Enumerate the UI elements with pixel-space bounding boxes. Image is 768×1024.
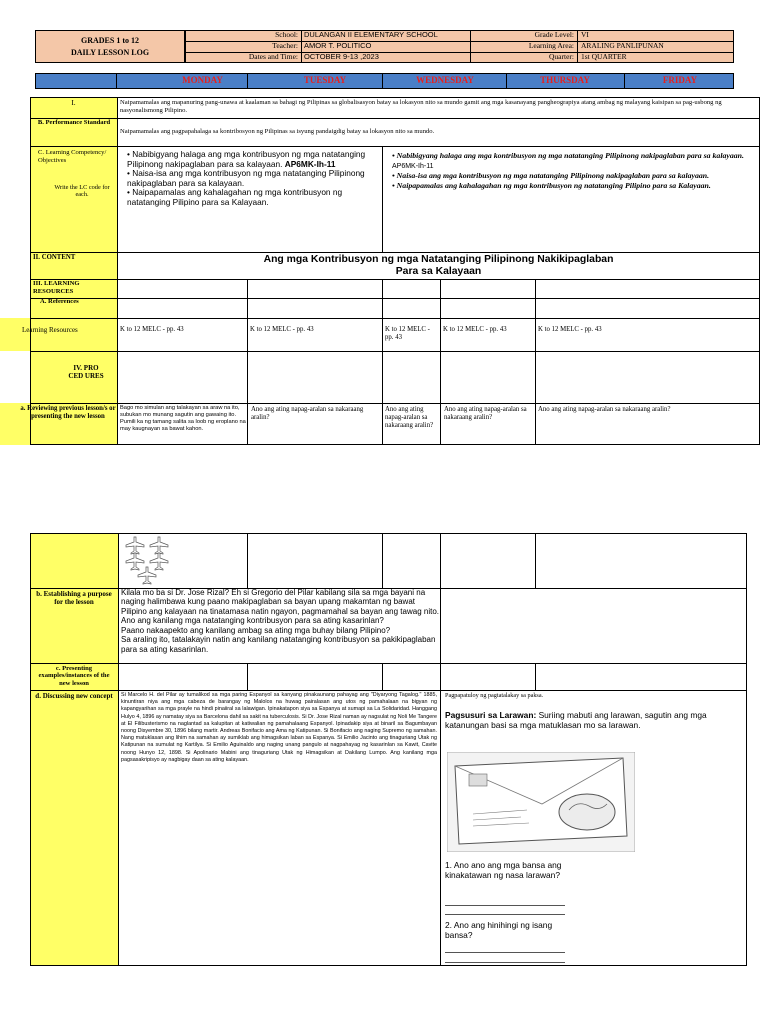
resources-label: III. LEARNING RESOURCES [33,280,80,295]
procedures-label: IV. PRO CED URES [68,364,104,381]
row-a-label: a. Reviewing previous lesson/s or presenting the new lesson [20,405,116,420]
row-b-text: Naipamamalas ang pagpapahalaga sa kontribosyon ng Pilipinas sa isyung pandaigdig batay sa lokasyon nito sa mundo. [120,128,435,135]
learning-resources-label: Learning Resources [22,326,78,334]
content-title-1: Ang mga Kontribusyon ng mga Natatanging Pilipinong Nakikipaglaban [263,254,614,265]
row-c-sub: Write the LC code for each. [54,184,110,199]
day-thursday: THURSDAY [540,75,590,85]
area-label: Learning Area: [528,41,574,50]
content-title-2: Para sa Kalayaan [395,266,482,277]
grade-value: VI [581,30,589,39]
melc-fri: K to 12 MELC - pp. 43 [538,326,602,333]
obj-right-3: • Naipapamalas ang kahalagahan ng mga kontribusyon ng natatanging Pilipino para sa Kalayaan. [392,180,711,190]
quarter-label: Quarter: [549,52,574,61]
grades-label: GRADES 1 to 12 [80,36,139,45]
row-b2-text: Kilala mo ba si Dr. Jose Rizal? Eh si Gregorio del Pilar kabilang sila sa mga bayani na naging halimbawa kung paano makipaglaban sa bayan upang makamtan ng bawat Pilipino ang kalayaan na tinatamasa natin ngayon, pagmamahal sa bayan ang tawag nito. Ano ang kanilang mga natatanging kontribusyon para sa ating kasarinlan? Paano nakaapekto ang kanilang ambag sa ating mga buhay bilang Pilipino? Sa araling ito, tatalakayin natin ang kanilang natatanging kontribusyon sa pakikipaglaban para sa ating kasarinlan. [121,588,439,654]
row-b2-label: b. Establishing a purpose for the lesson [36,590,112,607]
school-name: DULANGAN II ELEMENTARY SCHOOL [304,30,438,39]
row-a-wed: Ano ang ating napag-aralan sa nakaraang aralin? [385,406,434,429]
row-d-thu-intro: Pagpapatuloy ng pagtatalakay sa paksa. [445,692,544,699]
analysis-image [447,752,635,852]
row-c-label: C. Learning Competency/ Objectives [38,149,107,164]
teacher-name: AMOR T. POLITICO [304,41,372,50]
daily-log-label: DAILY LESSON LOG [70,48,150,57]
references-label: A. References [40,298,79,305]
day-tuesday: TUESDAY [303,75,347,85]
obj-right-2: • Naisa-isa ang mga kontribusyon ng mga natatanging Pilipinong nakipaglaban para sa kalayaan. [392,171,710,181]
row-c2-label: c. Presenting examples/instances of the new lesson [38,665,110,687]
melc-mon: K to 12 MELC - pp. 43 [120,326,184,333]
school-label: School: [275,30,298,39]
objectives-right [392,151,756,190]
day-monday: MONDAY [182,75,223,85]
row-d-label: d. Discussing new concept [35,692,113,700]
row-a-fri: Ano ang ating napag-aralan sa nakaraang aralin? [538,406,671,413]
area-value: ARALING PANLIPUNAN [581,41,664,50]
row-i-label: I. [71,98,76,107]
dates-label: Dates and Time: [248,52,298,61]
airplane-icon [150,553,168,570]
row-d-thu-analysis: Pagsusuri sa Larawan: Suriing mabuti ang larawan, sagutin ang mga katanungan basi sa mga matuklasan mo sa larawan. [445,710,707,731]
dates-value: OCTOBER 9-13 ,2023 [304,52,379,61]
day-friday: FRIDAY [662,75,698,85]
teacher-label: Teacher: [272,41,298,50]
airplane-icon [150,537,168,554]
row-a-tue: Ano ang ating napag-aralan sa nakaraang aralin? [251,406,364,421]
obj-left-3: • Naipapamalas ang kahalagahan ng mga kontribusyon ng natatanging Pilipino para sa Kalayaan. [127,187,343,208]
row-i-text: Naipamamalas ang mapanuring pang-unawa at kaalaman sa bahagi ng Pilipinas sa globalisasyon batay sa lokasyon nito sa mundo gamit ang mga kasanayang pangheograpiya atang ambag ng malayang kaisipan sa pag-usbong ng nasyonalismong Pilipino. [120,99,722,114]
melc-thu: K to 12 MELC - pp. 43 [443,326,507,333]
grade-label: Grade Level: [534,30,574,39]
obj-left-1: • Nabibigyang halaga ang mga kontribusyon ng mga natatanging Pilipinong nakipaglaban para sa kalayaan. AP6MK-Ih-11 [127,149,366,169]
obj-left-2: • Naisa-isa ang mga kontribusyon ng mga natatanging Pilipinong nakipaglaban para sa kalayaan. [127,168,365,188]
airplane-icon [138,567,156,584]
row-a-mon: Bago mo simulan ang talakayan sa araw na ito, subukan mo munang sagutin ang gawaing ito. Pumili ka ng tamang salita sa loob ng eroplano na may kaugnayan sa bawat kahon. [120,405,246,432]
row-a-thu: Ano ang ating napag-aralan sa nakaraang aralin? [444,406,527,421]
airplane-icon [126,553,144,570]
header-title-box [35,30,185,63]
airplanes-image [122,535,184,585]
quarter-value: 1st QUARTER [581,52,627,61]
objectives-left [127,150,375,208]
obj-right-1: • Nabibigyang halaga ang mga kontribusyon ng mga natatanging Pilipinong nakipaglaban para sa kalayaan. AP6MK-Ih-11 [392,151,744,170]
melc-tue: K to 12 MELC - pp. 43 [250,326,314,333]
question-2: 2. Ano ang hinihingi ng isang bansa? [445,920,553,941]
row-d-mon: Si Marcelo H. del Pilar ay tumalikod sa mga paring Espanyol sa kanyang pinakaunang pahayag ang "Diyaryong Tagalog." 1885, kinuntiran niya ang mga cabeza de barangay ng Malolos na huwag pairalasan ang utos ng pamahalaan na bigyan ng kapangyarihan sa mga prayle na hindi pinaiiral sa lalawigan. Ipinakatapon siya sa Espanya at sumapi sa La Solidaridad. Hanggang Hulyo 4, 1896 ay namatay siya sa Barcelona dahil sa sakit na tuberculosis. Si Dr. Jose Rizal naman ay nagsulat ng Noli Me Tangere at El Filibusterismo na naglantad sa kalupitan at katiwalian ng pamahalaang Espanyol. Ipinadakip siya at binaril sa Bagumbayan noong Disyembre 30, 1896 bilang martir. Andreas Bonifacio ang Ama ng Katipunan. Si Bonifacio ang naging Supremo ng samahan. Nang matuklasan ang lihim na samahan ay sumiklab ang himagsikan laban sa Espanya. Si Emilio Jacinto ang tinaguriang Utak ng Katipunan na sumulat ng Kartilya. Si Emilio Aguinaldo ang naging unang pangulo at nagpahayag ng kasarinlan sa Kawit, Cavite noong Hunyo 12, 1898. Si Apolinario Mabini ang tinaguriang Utak ng Himagsikan at Dakilang Lumpo. Ang kanilang mga pagsasakripisyo ay nagbigay daan sa ating kalayaan. [121,692,437,763]
content-label: II. CONTENT [33,254,76,261]
question-1: 1. Ano ano ang mga bansa ang kinakatawan ng nasa larawan? [445,860,562,881]
row-b-label: B. Performance Standard [37,119,111,126]
airplane-icon [126,537,144,554]
melc-wed: K to 12 MELC - pp. 43 [385,326,430,341]
day-wednesday: WEDNESDAY [416,75,474,85]
